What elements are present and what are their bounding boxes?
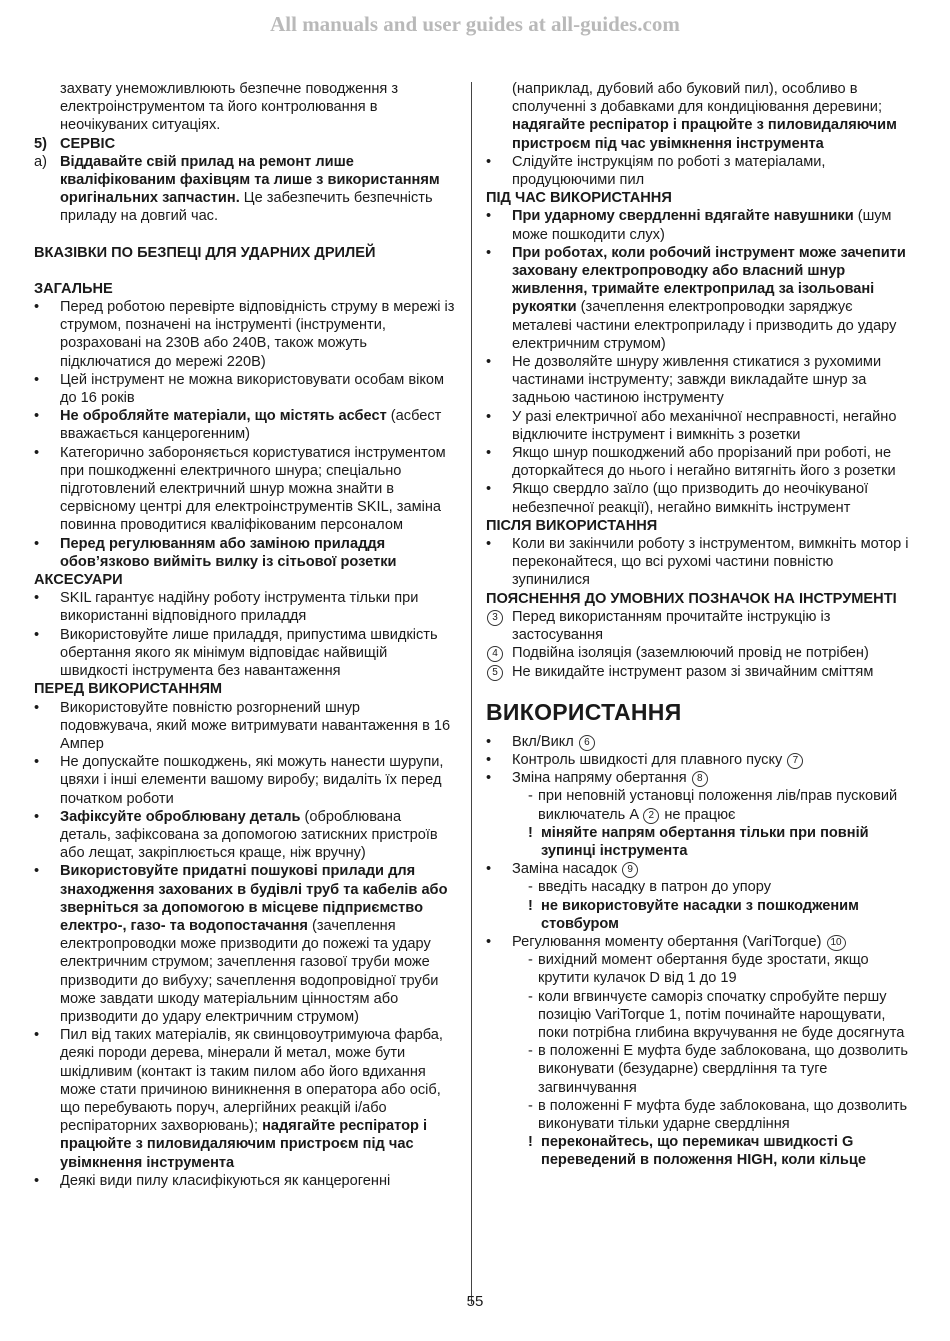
right-column — [486, 80, 914, 1170]
list-item: • Вкл/Викл 6 — [486, 733, 914, 751]
sub-item: - введіть насадку в патрон до упору — [528, 879, 772, 896]
page-number: 55 — [466, 1293, 484, 1310]
symbols-title: ПОЯСНЕННЯ ДО УМОВНИХ ПОЗНАЧОК НА ІНСТРУМЕНТІ — [486, 590, 897, 607]
use-list — [486, 733, 914, 1170]
list-item: • Заміна насадок 9 — [486, 860, 914, 878]
sub-item: - коли вгвинчуєте саморіз спочатку спробуйте першу позицію VariTorque 1, потім починайте нарощувати, поки потрібна глибина вкручування не буде досягнута — [528, 988, 905, 1041]
list-item: • Коли ви закінчили роботу з інструментом, вимкніть мотор і переконайтеся, що всі рухомі частини повністю зупинилися — [486, 536, 909, 589]
list-item: • Перед регулюванням або заміною приладдя обов’язково вийміть вилку із сітьової розетки — [34, 535, 397, 570]
list-item: • SKIL гарантує надійну роботу інструмента тільки при використанні відповідного приладдя — [34, 590, 419, 625]
symbol-item: 3 Перед використанням прочитайте інструкцію із застосування — [486, 608, 914, 644]
sub-item: - в положенні F муфта буде заблокована, що дозволить виконувати тільки ударне свердління — [528, 1097, 908, 1132]
during-use-title: ПІД ЧАС ВИКОРИСТАННЯ — [486, 190, 672, 207]
list-item: • Цей інструмент не можна використовувати особам віком до 16 років — [34, 371, 445, 407]
general-list — [34, 298, 456, 571]
symbols-list — [486, 608, 914, 681]
symbol-item: 4 Подвійна ізоляція (заземлюючий провід не потрібен) — [486, 644, 914, 662]
list-item: • Використовуйте лише приладдя, припустима швидкість обертання якого як мінімум відповідає найвищій швидкості інструмента без навантаження — [34, 626, 438, 680]
list-item: • Якщо свердло заїло (що призводить до неочікуваної небезпечної реакції), негайно вимкніть інструмент — [486, 481, 869, 516]
left-column — [34, 80, 456, 1190]
list-item: • Перед роботою перевірте відповідність струму в мережі із струмом, позначені на інструменті (інструменти, розраховані на 230В або 240В, також можуть підключатися до мережі 220В) — [34, 299, 455, 370]
column-divider — [471, 82, 472, 1304]
before-use-list — [34, 699, 456, 1190]
warning-item: ! переконайтесь, що перемикач швидкості G переведений в положення HIGH, коли кільце — [528, 1134, 866, 1169]
number-5-icon: 5 — [487, 665, 503, 681]
list-item: • Використовуйте придатні пошукові прилади для знаходження захованих в будівлі труб та кабелів або зверніться за допомогою в місцеве підприємство електро-, газо- та водопостачання (зачеплення електропроводки може призводити до пожежі та удару електричним струмом; зачеплення газової труби може призводити до вибуху; sачеплення водопровідної труби може завдати шкоду матеріальним цінностям або призводити до удару електричним струмом) — [34, 863, 448, 1025]
list-item: • У разі електричної або механічної несправності, негайно відключите інструмент і вимкніть з розетки — [486, 408, 897, 443]
number-7-icon: 7 — [787, 753, 803, 769]
use-title: ВИКОРИСТАННЯ — [486, 698, 682, 725]
list-item: • Деякі види пилу класифікуються як канцерогенні — [34, 1172, 391, 1189]
symbol-item: 5 Не викидайте інструмент разом зі звичайним сміттям — [486, 663, 914, 681]
accessories-title: АКСЕСУАРИ — [34, 572, 123, 589]
number-3-icon: 3 — [487, 610, 503, 626]
number-9-icon: 9 — [622, 862, 638, 878]
list-item: • Використовуйте повністю розгорнений шнур подовжувача, який може витримувати навантаження в 16 Ампер — [34, 699, 451, 752]
list-item: • Слідуйте інструкціям по роботі з матеріалами, продуцюючими пил — [486, 153, 826, 189]
before-use-title: ПЕРЕД ВИКОРИСТАННЯМ — [34, 681, 223, 698]
number-8-icon: 8 — [692, 771, 708, 787]
during-use-list — [486, 207, 914, 516]
list-item: • Не дозволяйте шнуру живлення стикатися з рухомими частинами інструменту; завжди викладайте шнур за задньою частиною інструменту — [486, 354, 882, 407]
list-item: • Пил від таких матеріалів, як свинцовоутримуюча фарба, деякі породи дерева, мінерали й метал, може бути шкідливим (контакт із таким пилом або його вдихання може стати причиною виникнення в оператора або осіб, що перебувають поруч, алергійних реакцій і/або респіраторних захворювань); надягайте респіратор і працюйте з пиловидаляючим пристроєм під час увімкнення інструмента — [34, 1027, 443, 1171]
list-item: • Зміна напряму обертання 8 — [486, 769, 914, 787]
list-item: • Якщо шнур пошкоджений або прорізаний при роботі, не доторкайтеся до нього і негайно витягніть його з розетки — [486, 445, 896, 480]
general-title: ЗАГАЛЬНЕ — [34, 280, 113, 297]
safety-title: ВКАЗІВКИ ПО БЕЗПЕЦІ ДЛЯ УДАРНИХ ДРИЛЕЙ — [34, 244, 376, 261]
list-item: • Регулювання моменту обертання (VariTorque) 10 — [486, 933, 914, 951]
list-item: • Не обробляйте матеріали, що містять асбест (асбест вважається канцерогенним) — [34, 408, 442, 443]
after-use-title: ПІСЛЯ ВИКОРИСТАННЯ — [486, 517, 658, 534]
warning-item: ! не використовуйте насадки з пошкодженим стовбуром — [528, 897, 859, 932]
sub-item: - вихідний момент обертання буде зростати, якщо крутити кулачок D від 1 до 19 — [528, 952, 869, 987]
continued-text: (наприклад, дубовий або буковий пил), особливо в сполученні з добавками для кондиціювання деревини; надягайте респіратор і працюйте з пиловидаляючим пристроєм під час увімкнення інструмента — [512, 81, 897, 152]
number-4-icon: 4 — [487, 646, 503, 662]
accessories-list — [34, 589, 456, 680]
intro-text: захвату унеможливлюють безпечне поводження з електроінструментом та його контролювання в неочікуваних ситуаціях. — [60, 81, 399, 134]
sub-item: - в положенні E муфта буде заблокована, що дозволить виконувати (безударне) свердління та туге загвинчування — [528, 1043, 908, 1096]
number-2-icon: 2 — [643, 808, 659, 824]
list-item: • Контроль швидкості для плавного пуску 7 — [486, 751, 914, 769]
service-heading: 5) СЕРВІС — [34, 135, 116, 152]
number-6-icon: 6 — [579, 735, 595, 751]
list-item: • Не допускайте пошкоджень, які можуть нанести шурупи, цвяхи і інші елементи вашому виробу; видаліть їх перед початком роботи — [34, 754, 444, 807]
number-10-icon: 10 — [827, 935, 846, 951]
watermark: All manuals and user guides at all-guides.com — [270, 12, 680, 36]
service-item: a) Віддавайте свій прилад на ремонт лише кваліфікованим фахівцям та лише з використанням оригінальних запчастин. Це забезпечить безпечність приладу на довгий час. — [34, 153, 440, 225]
list-item: • При роботах, коли робочий інструмент може зачепити заховану електропроводку або власний шнур живлення, тримайте електроприлад за ізольовані рукоятки (зачеплення електропроводки заряджує металеві частини електроприладу і призводить до удару електричним струмом) — [486, 244, 906, 352]
list-item: • Категорично забороняється користуватися інструментом при пошкодженні електричного шнура; спеціально підготовлений електричний шнур можна знайти в сервісному центрі для електроінструментів SKIL, заміна повинна проводитися кваліфікованим персоналом — [34, 444, 446, 534]
warning-item: ! міняйте напрям обертання тільки при повній зупинці інструмента — [528, 824, 869, 859]
sub-item: - при неповній установці положення лів/прав пусковий виключатель A 2 не працює — [528, 788, 898, 823]
list-item: • При ударному свердленні вдягайте навушники (шум може пошкодити слух) — [486, 208, 892, 243]
list-item: • Зафіксуйте оброблювану деталь (оброблювана деталь, зафіксована за допомогою затискних пристроїв або лещат, закріплюється краще, ніж вручну) — [34, 808, 438, 862]
